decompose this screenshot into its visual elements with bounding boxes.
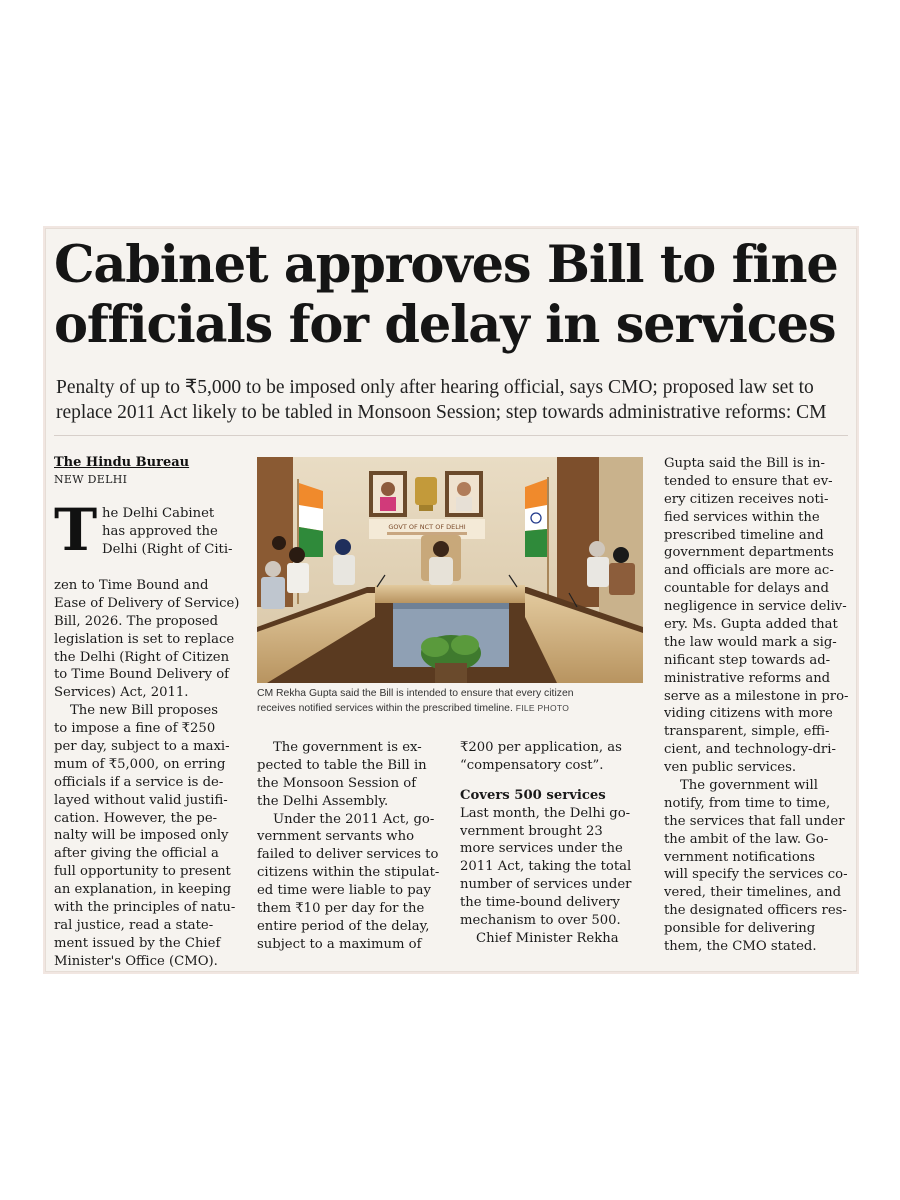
text-line: transparent, simple, effi- (664, 724, 830, 740)
text-line: The government will (680, 778, 818, 794)
text-line: nalty will be imposed only (54, 828, 229, 844)
text-line: cient, and technology-dri- (664, 742, 836, 758)
text-line: Ease of Delivery of Service) (54, 595, 240, 611)
deck (56, 375, 846, 425)
text-line: ₹200 per application, as (460, 740, 622, 755)
text-line: zen to Time Bound and (54, 578, 209, 593)
text-line: legislation is set to replace (54, 631, 235, 647)
text-line: ment issued by the Chief (54, 935, 221, 951)
deck-line: Penalty of up to ₹5,000 to be imposed only after hearing official, says CMO; proposed law set to (56, 377, 814, 398)
caption-line (257, 701, 657, 716)
column-3-body (460, 805, 650, 948)
text-line: ed time were liable to pay (257, 883, 431, 899)
dateline: NEW DELHI (54, 473, 128, 486)
column-1 (54, 577, 250, 971)
text-line: negligence in service deliv- (664, 599, 847, 615)
deck-line: replace 2011 Act likely to be tabled in Monsoon Session; step towards administrative reforms: CM (56, 402, 827, 423)
text-line: tended to ensure that ev- (664, 473, 833, 489)
text-line: Under the 2011 Act, go- (273, 811, 435, 827)
text-line: vernment servants who (257, 829, 415, 845)
text-line: ral justice, read a state- (54, 917, 214, 933)
column-3 (460, 739, 650, 948)
article-photo (257, 457, 643, 683)
text-line: “compensatory cost”. (460, 757, 604, 773)
caption-line: CM Rekha Gupta said the Bill is intended to ensure that every citizen (257, 688, 574, 699)
text-line: the Delhi (Right of Citizen (54, 649, 230, 665)
text-line: the designated officers res- (664, 903, 847, 919)
text-line: the Delhi Assembly. (257, 793, 389, 809)
photo-credit: FILE PHOTO (515, 703, 570, 713)
byline (54, 455, 244, 486)
text-line: subject to a maximum of (257, 936, 422, 952)
text-line: full opportunity to present (54, 864, 231, 880)
photo-caption (257, 686, 657, 716)
text-line: pected to table the Bill in (257, 757, 427, 773)
text-line: per day, subject to a maxi- (54, 739, 230, 755)
text-line: the time-bound delivery (460, 895, 620, 911)
drop-cap: T (54, 496, 98, 564)
text-line: The new Bill proposes (70, 703, 219, 719)
text-line: the Monsoon Session of (257, 775, 417, 791)
text-line: to impose a fine of ₹250 (54, 721, 216, 737)
text-line: the ambit of the law. Go- (664, 831, 829, 847)
text-line: number of services under (460, 877, 632, 893)
text-line: more services under the (460, 841, 623, 857)
photo-illustration (257, 457, 643, 683)
text-line: the law would mark a sig- (664, 634, 837, 650)
headline (54, 235, 854, 355)
text-line: The government is ex- (273, 740, 422, 755)
text-line: Delhi (Right of Citi- (102, 541, 233, 557)
text-line: and officials are more ac- (664, 563, 834, 579)
text-line: he Delhi Cabinet (102, 506, 215, 521)
text-line: serve as a milestone in pro- (664, 688, 849, 704)
text-line: Last month, the Delhi go- (460, 805, 631, 821)
banner-text: GOVT OF NCT OF DELHI (388, 523, 466, 531)
text-line: an explanation, in keeping (54, 882, 232, 898)
text-line: viding citizens with more (664, 706, 833, 722)
headline-line: Cabinet approves Bill to fine (54, 235, 838, 295)
text-line: after giving the official a (54, 846, 219, 862)
text-line: officials if a service is de- (54, 774, 224, 790)
text-line: Gupta said the Bill is in- (664, 456, 825, 471)
text-line: vernment brought 23 (460, 823, 603, 839)
text-line: cation. However, the pe- (54, 810, 218, 826)
column-1-top (102, 505, 250, 559)
news-clipping (45, 228, 857, 972)
text-line: to Time Bound Delivery of (54, 667, 230, 683)
text-line: entire period of the delay, (257, 918, 430, 934)
byline-bureau: The Hindu Bureau (54, 455, 190, 470)
text-line: them ₹10 per day for the (257, 901, 425, 917)
text-line: fied services within the (664, 509, 820, 525)
text-line: countable for delays and (664, 581, 829, 597)
text-line: the services that fall under (664, 813, 845, 829)
text-line: vered, their timelines, and (664, 885, 842, 901)
text-line: with the principles of natu- (54, 900, 236, 916)
column-2 (257, 739, 451, 954)
column-4 (664, 455, 850, 956)
text-line: ven public services. (664, 760, 797, 776)
headline-line: officials for delay in services (54, 295, 836, 355)
text-line: ery citizen receives noti- (664, 491, 829, 507)
text-line: them, the CMO stated. (664, 939, 817, 955)
text-line: 2011 Act, taking the total (460, 859, 632, 875)
text-line: nificant step towards ad- (664, 652, 831, 668)
subheading: Covers 500 services (460, 787, 606, 803)
text-line: has approved the (102, 523, 218, 539)
text-line: Minister's Office (CMO). (54, 953, 218, 969)
column-3-top (460, 739, 650, 775)
text-line: Services) Act, 2011. (54, 685, 189, 701)
text-line: mum of ₹5,000, on erring (54, 756, 226, 772)
text-line: failed to deliver services to (257, 847, 439, 863)
text-line: citizens within the stipulat- (257, 865, 440, 881)
text-line: prescribed timeline and (664, 527, 824, 543)
text-line: vernment notifications (664, 849, 816, 865)
text-line: will specify the services co- (664, 867, 848, 883)
text-line: Chief Minister Rekha (476, 930, 619, 946)
text-line: notify, from time to time, (664, 795, 831, 811)
divider (54, 435, 848, 436)
text-line: mechanism to over 500. (460, 913, 621, 929)
text-line: Bill, 2026. The proposed (54, 613, 219, 629)
text-line: ministrative reforms and (664, 670, 831, 686)
text-line: ery. Ms. Gupta added that (664, 617, 838, 633)
caption-text: receives notified services within the prescribed timeline. (257, 703, 513, 714)
text-line: government departments (664, 545, 834, 561)
text-line: ponsible for delivering (664, 921, 816, 937)
text-line: layed without valid justifi- (54, 792, 228, 808)
